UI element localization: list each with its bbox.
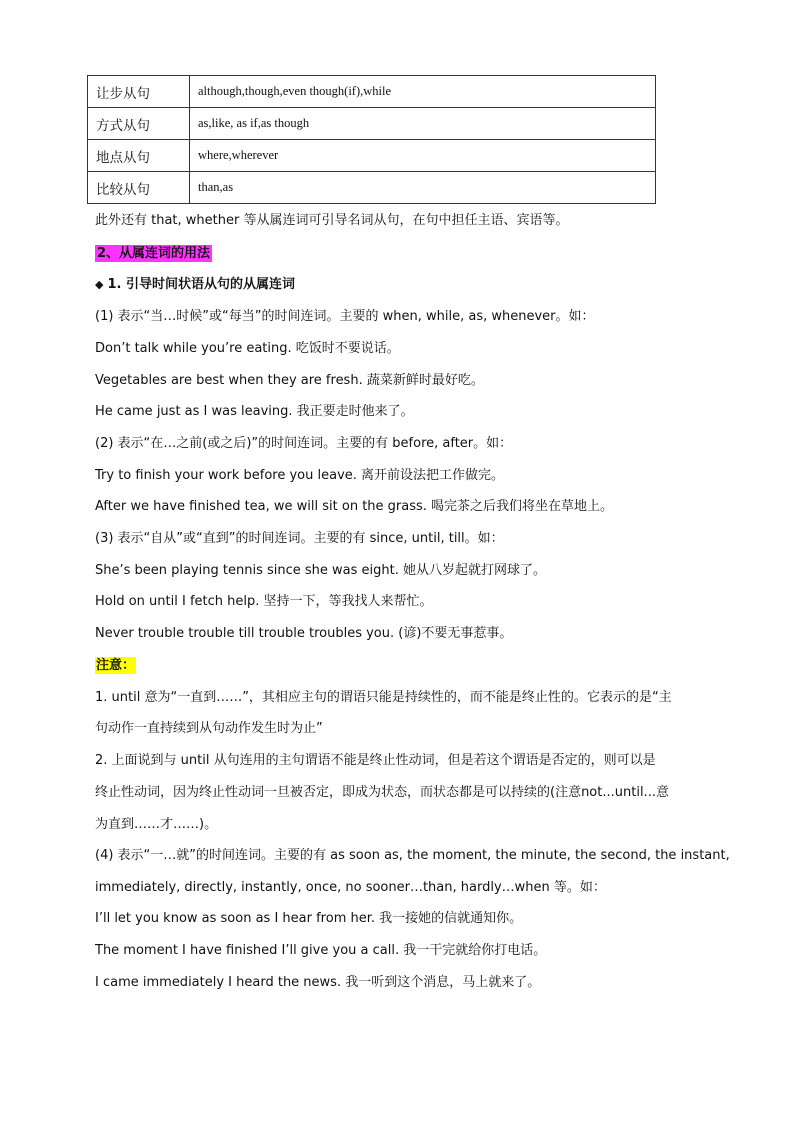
table-cell-words: where,wherever — [190, 140, 656, 172]
example-line: Vegetables are best when they are fresh. 蔬菜新鲜时最好吃。 — [95, 373, 484, 388]
example-line: I’ll let you know as soon as I hear from her. 我一接她的信就通知你。 — [95, 911, 523, 926]
table-cell-words: than,as — [190, 172, 656, 204]
table-cell-type: 方式从句 — [88, 108, 190, 140]
table-cell-type: 地点从句 — [88, 140, 190, 172]
example-line: I came immediately I heard the news. 我一听到这个消息，马上就来了。 — [95, 975, 541, 990]
note-heading-text: 注意： — [96, 658, 136, 673]
section-heading-2 — [95, 245, 212, 263]
example-line: After we have finished tea, we will sit on the grass. 喝完茶之后我们将坐在草地上。 — [95, 499, 614, 514]
example-line: Hold on until I fetch help. 坚持一下，等我找人来帮忙。 — [95, 594, 433, 609]
subheading-1 — [95, 276, 295, 294]
subheading-text: 1. 引导时间状语从句的从属连词 — [107, 277, 295, 292]
paragraph-4-line-1: (4) 表示“一…就”的时间连词。主要的有 as soon as, the moment, the minute, the second, the instant, — [95, 848, 730, 863]
table-row — [88, 140, 656, 172]
paragraph-1: (1) 表示“当…时候”或“每当”的时间连词。主要的 when, while, as, whenever。如： — [95, 309, 595, 324]
table-row — [88, 172, 656, 204]
example-line: He came just as I was leaving. 我正要走时他来了。 — [95, 404, 414, 419]
table-cell-type: 让步从句 — [88, 76, 190, 108]
paragraph-2: (2) 表示“在…之前(或之后)”的时间连词。主要的有 before, after。如： — [95, 436, 513, 451]
table-cell-words: as,like, as if,as though — [190, 108, 656, 140]
example-line: Don’t talk while you’re eating. 吃饭时不要说话。 — [95, 341, 400, 356]
note-1-line-1: 1. until 意为“一直到……”，其相应主句的谓语只能是持续性的，而不能是终止性的。它表示的是“主 — [95, 690, 672, 705]
diamond-bullet-icon: ◆ — [95, 278, 104, 291]
example-line: Try to finish your work before you leave. 离开前设法把工作做完。 — [95, 468, 505, 483]
table-cell-type: 比较从句 — [88, 172, 190, 204]
note-2-line-2: 终止性动词，因为终止性动词一旦被否定，即成为状态，而状态都是可以持续的(注意not...until...意 — [95, 785, 669, 800]
example-line: She’s been playing tennis since she was eight. 她从八岁起就打网球了。 — [95, 563, 547, 578]
note-2-line-1: 2. 上面说到与 until 从句连用的主句谓语不能是终止性动词，但是若这个谓语是否定的，则可以是 — [95, 753, 656, 768]
paragraph-noun-clause: 此外还有 that, whether 等从属连词可引导名词从句，在句中担任主语、宾语等。 — [95, 213, 569, 228]
note-1-line-2: 句动作一直持续到从句动作发生时为止” — [95, 721, 323, 736]
note-2-line-3: 为直到……才……)。 — [95, 817, 218, 832]
table-row — [88, 76, 656, 108]
paragraph-4-line-2: immediately, directly, instantly, once, no sooner…than, hardly…when 等。如： — [95, 880, 606, 895]
section-heading-text: 2、从属连词的用法 — [97, 246, 211, 261]
table-cell-words: although,though,even though(if),while — [190, 76, 656, 108]
example-line: Never trouble trouble till trouble troubles you. (谚)不要无事惹事。 — [95, 626, 513, 641]
note-heading — [95, 657, 136, 675]
conjunction-table — [87, 75, 656, 204]
paragraph-3: (3) 表示“自从”或“直到”的时间连词。主要的有 since, until, till。如： — [95, 531, 504, 546]
table-row — [88, 108, 656, 140]
example-line: The moment I have finished I’ll give you a call. 我一干完就给你打电话。 — [95, 943, 547, 958]
